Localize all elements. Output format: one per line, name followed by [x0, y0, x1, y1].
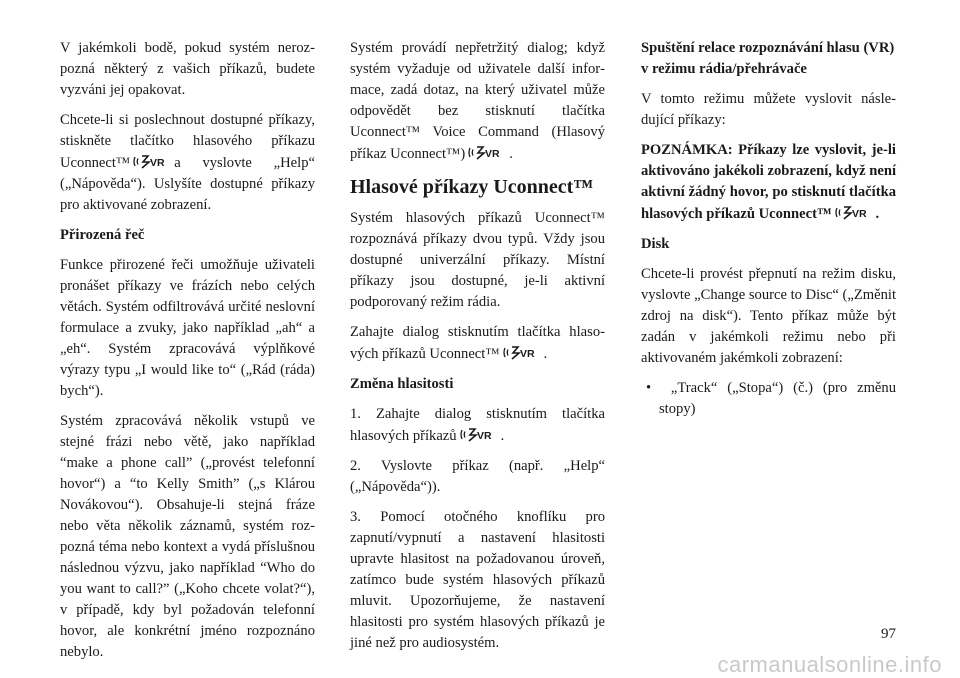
paragraph: Chcete-li si poslechnout dostupné příkazy, stiskněte tlačítko hlasového příkazu Uconnect™ VR a vyslovte „Help“ („Nápověda“). Uslyšíte dostupné příkazy pro aktivované zobrazení. — [60, 112, 315, 213]
paragraph: Chcete-li provést přepnutí na režim disku, vyslovte „Change source to Disc“ („Změnit zdroj na disk“). Tento příkaz může být zadán v jakémkoli režimu nebo při aktivovaném jakémkoli zobrazení: — [641, 266, 896, 366]
paragraph: Zahajte dialog stisknutím tlačítka hlasových příkazů Uconnect™ VR . — [350, 324, 605, 362]
voice-command-vr-icon — [467, 145, 507, 160]
paragraph: V jakémkoli bodě, pokud systém nerozpozná některý z vašich příkazů, budete vyzváni jej opakovat. — [60, 40, 315, 98]
paragraph: Funkce přirozené řeči umožňuje uživateli pronášet příkazy ve frázích nebo celých větách. Systém odfiltrovává určité neslovní formulace a zvuky, jako například „ah“ a „eh“. Systém zpracovává výplňkové výrazy typu „I would like to“ („Rád (ráda) bych“). — [60, 257, 315, 399]
column-1 — [60, 38, 315, 672]
svg-text:VR: VR — [476, 430, 492, 442]
bullet-icon: • — [646, 380, 652, 396]
column-3 — [641, 38, 896, 429]
svg-text:VR: VR — [519, 348, 535, 360]
section-heading: Změna hlasitosti — [350, 376, 454, 392]
page-number: 97 — [881, 626, 896, 642]
column-2 — [350, 38, 605, 663]
list-item: • „Track“ („Stopa“) (č.) (pro změnu stopy) — [646, 380, 896, 417]
svg-text:VR: VR — [150, 157, 165, 169]
paragraph: Systém provádí nepřetržitý dialog; když systém vyžaduje od uživatele další informace, zadá dotaz, na který uživatel může odpovědět bez stisknutí tlačítka Uconnect™ Voice Command (Hlasový příkaz Uconnect™) VR . — [350, 40, 605, 162]
section-heading: Disk — [641, 236, 670, 252]
section-heading: Přirozená řeč — [60, 227, 145, 243]
note: POZNÁMKA: Příkazy lze vyslovit, je-li aktivováno jakékoli zobrazení, když není aktivní žádný hovor, po stisknutí tlačítka hlasových příkazů Uconnect™ VR . — [641, 142, 897, 222]
paragraph: Systém zpracovává několik vstupů ve stejné frázi nebo větě, jako například “make a phone call” („provést telefonní hovor“) a “to Kelly Smith” („s Klárou Novákovou“). Obsahuje-li stejná fráze nebo věta několik záznamů, systém rozpozná téma nebo kontext a vydá příslušnou následnou výzvu, jako například “Who do you want to call?” („Koho chcete volat?“), v případě, kdy byl požadován telefonní hovor, ale konkrétní jméno rozpoznáno nebylo. — [60, 413, 315, 660]
section-heading: Spuštění relace rozpoznávání hlasu (VR) v režimu rádia/přehrávače — [641, 40, 895, 77]
voice-command-vr-icon — [502, 345, 542, 360]
svg-text:VR: VR — [485, 148, 500, 160]
voice-command-vr-icon — [459, 427, 499, 442]
svg-text:VR: VR — [851, 208, 867, 220]
step-3: 3. Pomocí otočného knoflíku pro zapnutí/vypnutí a nastavení hlasitosti upravte hlasitost na požadovanou úroveň, zatímco bude systém hlasových příkazů mluvit. Upozorňujeme, že nastavení hlasitosti pro systém hlasových příkazů je jiné než pro audiosystém. — [350, 509, 605, 651]
voice-command-vr-icon — [834, 205, 874, 220]
paragraph: Systém hlasových příkazů Uconnect™ rozpoznává příkazy dvou typů. Vždy jsou dostupné univerzální příkazy. Místní příkazy jsou dostupné, je-li aktivní podporovaný režim rádia. — [350, 210, 605, 310]
paragraph: V tomto režimu můžete vyslovit následující příkazy: — [641, 91, 896, 128]
section-title: Hlasové příkazy Uconnect™ — [350, 176, 594, 198]
voice-command-vr-icon — [132, 154, 172, 169]
step-2: 2. Vyslovte příkaz (např. „Help“ („Nápověda“)). — [350, 458, 605, 495]
step-1: 1. Zahajte dialog stisknutím tlačítka hlasových příkazů VR . — [350, 406, 605, 444]
watermark: carmanualsonline.info — [717, 652, 942, 677]
